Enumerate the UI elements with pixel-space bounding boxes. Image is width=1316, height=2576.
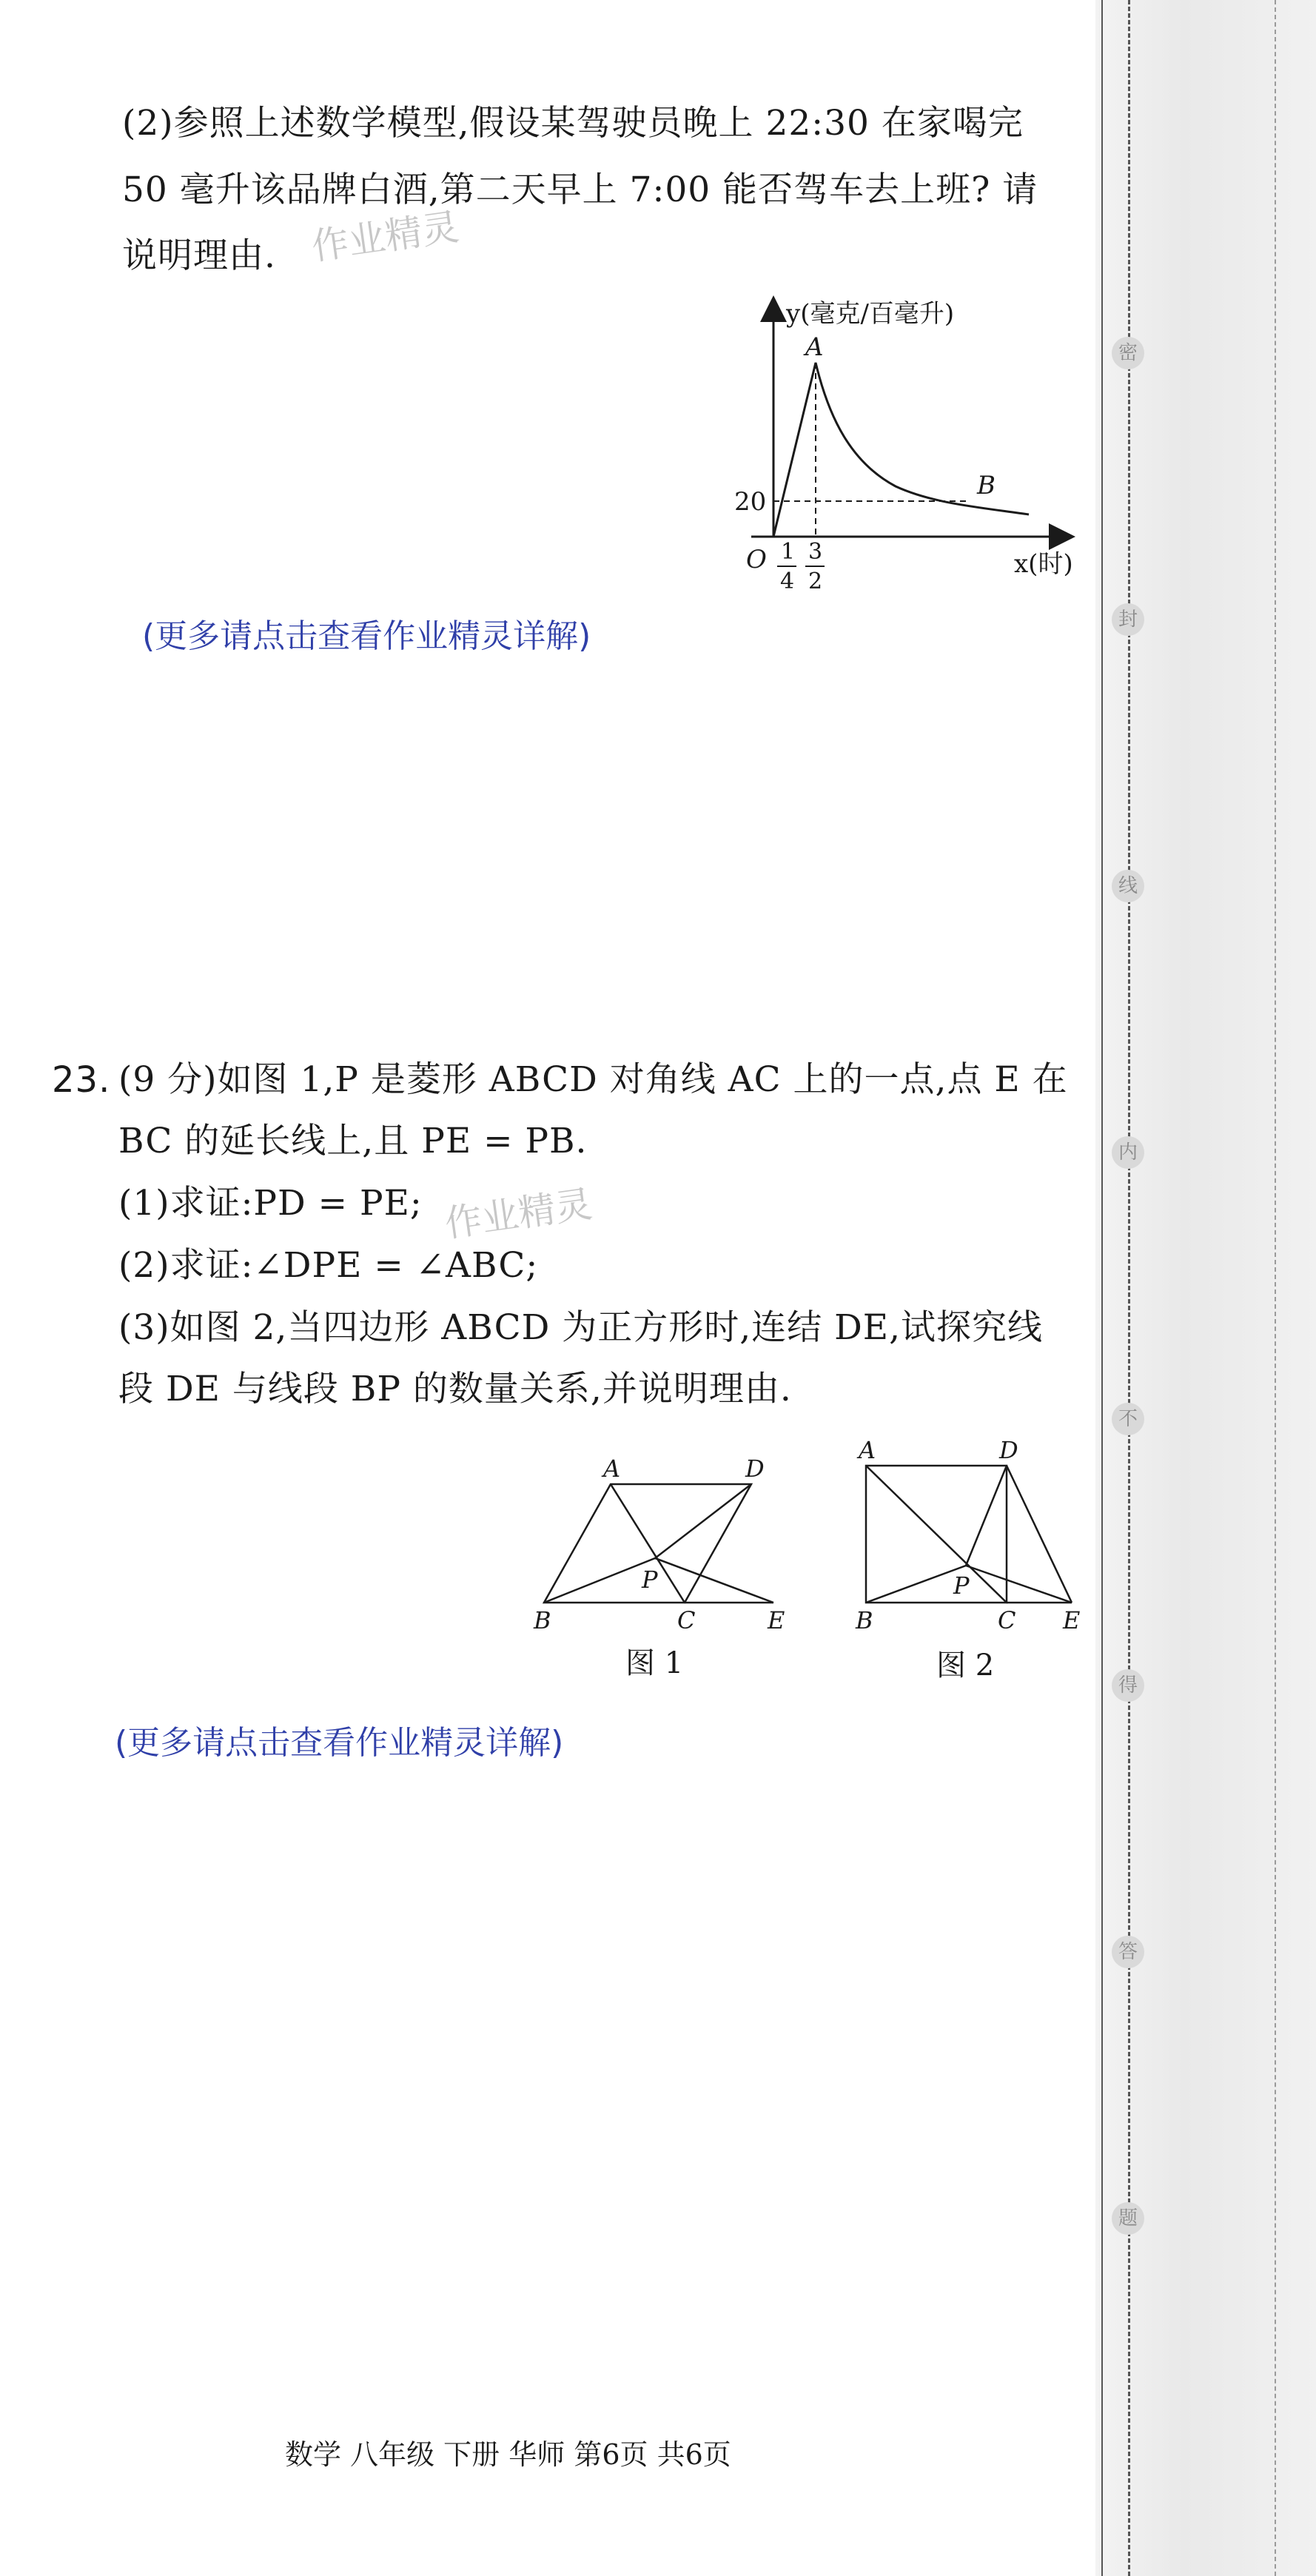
fig1-label-c: C (677, 1606, 696, 1634)
x-tick1-num: 1 (781, 539, 796, 565)
q23-part2: (2)求证:∠DPE = ∠ABC; (118, 1245, 539, 1286)
fig1-label-b: B (534, 1606, 551, 1634)
fig2-label-d: D (999, 1436, 1018, 1464)
y-tick-20: 20 (734, 487, 767, 517)
q23-solution-link[interactable]: (更多请点击查看作业精灵详解) (115, 1724, 564, 1762)
point-b-label: B (977, 471, 996, 500)
binding-seal-char: 不 (1112, 1403, 1144, 1435)
origin-label: O (746, 545, 767, 574)
fig2-label-b: B (856, 1606, 873, 1634)
q23-part3-line1: (3)如图 2,当四边形 ABCD 为正方形时,连结 DE,试探究线 (118, 1307, 1044, 1348)
binding-dashed-line-right (1275, 0, 1276, 2576)
fig2-caption: 图 2 (936, 1648, 995, 1683)
x-tick1-den: 4 (780, 568, 795, 594)
binding-seal-char: 内 (1112, 1136, 1144, 1169)
q23-part1: (1)求证:PD = PE; (118, 1183, 423, 1224)
page-footer: 数学 八年级 下册 华师 第6页 共6页 (285, 2438, 731, 2471)
binding-seal-char: 答 (1112, 1936, 1144, 1968)
q22-part2-line1: (2)参照上述数学模型,假设某驾驶员晚上 22:30 在家喝完 (122, 103, 1024, 144)
fig2-label-p: P (953, 1572, 970, 1600)
binding-seal-char: 线 (1112, 870, 1144, 902)
figure-2-square (844, 1432, 1095, 1691)
binding-seal-char: 密 (1112, 337, 1144, 369)
fig2-label-c: C (998, 1606, 1016, 1634)
q22-part2-line3: 说明理由. (122, 235, 276, 276)
binding-solid-line (1101, 0, 1103, 2576)
concentration-curve (773, 363, 1029, 537)
concentration-graph (725, 292, 1081, 607)
q23-number: 23. (52, 1059, 111, 1101)
x-tick2-den: 2 (808, 568, 823, 594)
fig1-label-a: A (603, 1455, 621, 1483)
fig1-caption: 图 1 (625, 1646, 684, 1680)
x-axis-label: x(时) (1014, 549, 1073, 579)
y-axis-label: y(毫克/百毫升) (786, 299, 955, 329)
q22-solution-link[interactable]: (更多请点击查看作业精灵详解) (142, 617, 591, 655)
watermark-logo: 作业精灵 (309, 205, 462, 269)
q23-line2: BC 的延长线上,且 PE = PB. (118, 1121, 588, 1161)
fig1-label-d: D (745, 1455, 765, 1483)
binding-dashed-line (1128, 0, 1130, 2576)
binding-seal-char: 得 (1112, 1669, 1144, 1702)
watermark-logo: 作业精灵 (442, 1182, 595, 1246)
fig2-label-a: A (859, 1436, 876, 1464)
q23-part3-line2: 段 DE 与线段 BP 的数量关系,并说明理由. (118, 1369, 792, 1409)
figure-1-rhombus (529, 1447, 796, 1691)
q22-part2-line2: 50 毫升该品牌白酒,第二天早上 7:00 能否驾车去上班? 请 (122, 170, 1038, 210)
fig2-label-e: E (1063, 1606, 1081, 1634)
binding-seal-char: 题 (1112, 2202, 1144, 2235)
x-tick2-num: 3 (808, 539, 823, 565)
point-a-label: A (805, 332, 824, 362)
binding-seal-char: 封 (1112, 603, 1144, 636)
fig1-label-e: E (768, 1606, 785, 1634)
fig1-label-p: P (642, 1566, 658, 1594)
q23-line1: (9 分)如图 1,P 是菱形 ABCD 对角线 AC 上的一点,点 E 在 (118, 1059, 1068, 1100)
